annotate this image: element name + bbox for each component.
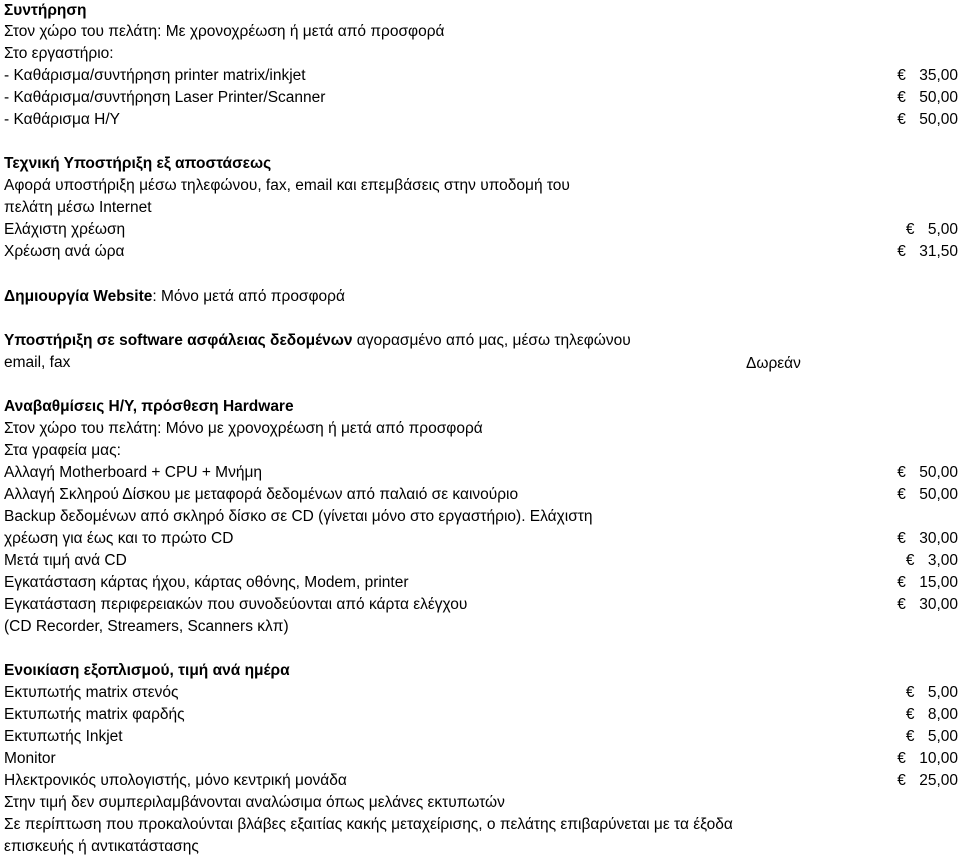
upgrades-item-label: χρέωση για έως και το πρώτο CD [4, 530, 234, 547]
price-value: 10,00 [919, 750, 958, 767]
upgrades-item-price [897, 462, 958, 484]
maintenance-customer-line: Στον χώρο του πελάτη: Με χρονοχρέωση ή μετά από προσφορά [4, 23, 445, 40]
section-title-maintenance: Συντήρηση [4, 2, 87, 19]
rental-item-price [906, 726, 958, 748]
price-value: 15,00 [919, 574, 958, 591]
upgrades-item-price [906, 550, 958, 572]
maintenance-workshop-line: Στο εργαστήριο: [4, 45, 114, 62]
price-value: 5,00 [927, 684, 958, 701]
price-value: 5,00 [927, 728, 958, 745]
maintenance-item-price [897, 109, 958, 131]
upgrades-office-line: Στα γραφεία μας: [4, 442, 121, 459]
price-value: 35,00 [919, 67, 958, 84]
upgrades-customer-line: Στον χώρο του πελάτη: Μόνο με χρονοχρέωση ή μετά από προσφορά [4, 420, 483, 437]
maintenance-item-label: - Καθάρισμα/συντήρηση Laser Printer/Scanner [4, 89, 326, 106]
rental-item-price [897, 748, 958, 770]
software-line [4, 330, 631, 352]
software-note: αγορασμένο από μας, μέσω τηλεφώνου [352, 332, 631, 349]
website-note: : Μόνο μετά από προσφορά [152, 288, 345, 305]
rental-item-label: Εκτυπωτής Inkjet [4, 728, 123, 745]
price-value: 50,00 [919, 89, 958, 106]
euro-icon: € [905, 706, 915, 723]
rental-item-label: Εκτυπωτής matrix στενός [4, 684, 179, 701]
price-value: 30,00 [919, 596, 958, 613]
section-title-rental: Ενοικίαση εξοπλισμού, τιμή ανά ημέρα [4, 662, 290, 679]
section-title-remote-support: Τεχνική Υποστήριξη εξ αποστάσεως [4, 155, 272, 172]
upgrades-item-price [897, 528, 958, 550]
upgrades-item-price [897, 594, 958, 616]
rental-item-label: Monitor [4, 750, 56, 767]
section-title-software: Υποστήριξη σε software ασφάλειας δεδομένων [4, 332, 353, 349]
website-line [4, 286, 345, 308]
price-value: 30,00 [919, 530, 958, 547]
upgrades-item-price [897, 572, 958, 594]
free-label: Δωρεάν [746, 355, 801, 372]
upgrades-item-price [897, 484, 958, 506]
rental-item-price [897, 770, 958, 792]
euro-icon: € [897, 772, 906, 789]
maintenance-item-label: - Καθάρισμα/συντήρηση printer matrix/inkjet [4, 67, 306, 84]
rental-item-label: Ηλεκτρονικός υπολογιστής, μόνο κεντρική μονάδα [4, 772, 347, 789]
rental-item-price [906, 682, 958, 704]
euro-icon: € [905, 684, 915, 701]
euro-icon: € [897, 111, 906, 128]
price-value: 25,00 [919, 772, 958, 789]
section-title-website: Δημιουργία Website [4, 288, 153, 305]
price-value: 3,00 [927, 552, 958, 569]
upgrades-item-label: Εγκατάσταση κάρτας ήχου, κάρτας οθόνης, Modem, printer [4, 574, 409, 591]
rental-note: Σε περίπτωση που προκαλούνται βλάβες εξαιτίας κακής μεταχείρισης, ο πελάτης επιβαρύνεται με τα έξοδα [4, 816, 733, 833]
price-value: 5,00 [927, 221, 958, 238]
remote-item-label: Ελάχιστη χρέωση [4, 221, 126, 238]
remote-description-line: Αφορά υποστήριξη μέσω τηλεφώνου, fax, email και επεμβάσεις στην υποδομή του [4, 177, 570, 194]
upgrades-item-label: Εγκατάσταση περιφερειακών που συνοδεύονται από κάρτα ελέγχου [4, 596, 468, 613]
section-title-upgrades: Αναβαθμίσεις Η/Υ, πρόσθεση Hardware [4, 398, 294, 415]
software-line-2: email, fax [4, 354, 71, 371]
euro-icon: € [897, 750, 906, 767]
remote-item-price [906, 219, 958, 241]
remote-item-price [897, 241, 958, 263]
rental-item-price [906, 704, 958, 726]
maintenance-item-price [897, 87, 958, 109]
euro-icon: € [905, 221, 915, 238]
euro-icon: € [905, 728, 915, 745]
euro-icon: € [897, 243, 906, 260]
rental-note: Στην τιμή δεν συμπεριλαμβάνονται αναλώσιμα όπως μελάνες εκτυπωτών [4, 794, 505, 811]
price-value: 50,00 [919, 111, 958, 128]
euro-icon: € [897, 89, 906, 106]
rental-note: επισκευής ή αντικατάστασης [4, 838, 199, 855]
upgrades-item-label: Μετά τιμή ανά CD [4, 552, 127, 569]
euro-icon: € [897, 596, 906, 613]
euro-icon: € [897, 464, 906, 481]
remote-description-line: πελάτη μέσω Internet [4, 199, 152, 216]
price-value: 8,00 [927, 706, 958, 723]
upgrades-item-label: Αλλαγή Motherboard + CPU + Μνήμη [4, 464, 263, 481]
upgrades-item-label: Αλλαγή Σκληρού Δίσκου με μεταφορά δεδομένων από παλαιό σε καινούριο [4, 486, 519, 503]
maintenance-item-price [897, 65, 958, 87]
remote-item-label: Χρέωση ανά ώρα [4, 243, 125, 260]
euro-icon: € [905, 552, 915, 569]
rental-item-label: Εκτυπωτής matrix φαρδής [4, 706, 185, 723]
euro-icon: € [897, 486, 906, 503]
price-value: 31,50 [919, 243, 958, 260]
backup-description-line: Backup δεδομένων από σκληρό δίσκο σε CD (γίνεται μόνο στο εργαστήριο). Ελάχιστη [4, 508, 593, 525]
price-value: 50,00 [919, 464, 958, 481]
euro-icon: € [897, 574, 906, 591]
price-value: 50,00 [919, 486, 958, 503]
maintenance-item-label: - Καθάρισμα Η/Υ [4, 111, 121, 128]
upgrades-note: (CD Recorder, Streamers, Scanners κλπ) [4, 618, 289, 635]
euro-icon: € [897, 67, 906, 84]
euro-icon: € [897, 530, 906, 547]
